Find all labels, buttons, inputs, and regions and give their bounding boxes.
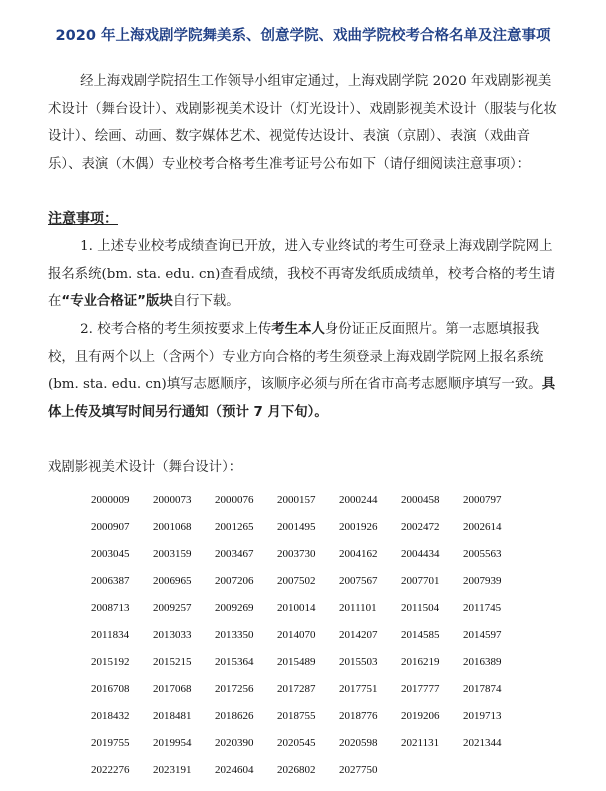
admission-id: 2017256 <box>215 683 254 695</box>
note-2-middle: 身份证正反面照片。第一志愿填报我校，且有两个以上（含两个）专业方向合格的考生须登录上海戏剧学院网上报名系统(bm. sta. edu. cn)填写志愿顺序，该顺序必须与所在省市高考志愿顺序填写一致。 <box>48 322 544 392</box>
admission-id: 2017874 <box>463 683 502 695</box>
admission-id: 2000244 <box>339 494 378 506</box>
section-title-stage-design: 戏剧影视美术设计（舞台设计）： <box>48 460 243 475</box>
note-2-text: 2. 校考合格的考生须按要求上传 <box>80 322 272 337</box>
admission-id: 2004434 <box>401 548 440 560</box>
admission-id: 2017751 <box>339 683 378 695</box>
admission-id: 2015489 <box>277 656 316 668</box>
admission-id: 2016389 <box>463 656 502 668</box>
admission-id: 2018776 <box>339 710 378 722</box>
admission-id: 2011834 <box>91 629 130 641</box>
admission-id: 2011745 <box>463 602 502 614</box>
admission-id: 2011504 <box>401 602 440 614</box>
admission-id: 2017068 <box>153 683 192 695</box>
admission-id: 2007701 <box>401 575 440 587</box>
admission-id: 2015215 <box>153 656 192 668</box>
admission-id: 2013350 <box>215 629 254 641</box>
admission-id: 2019206 <box>401 710 440 722</box>
admission-id: 2021344 <box>463 737 502 749</box>
admission-id: 2021131 <box>401 737 440 749</box>
admission-id-list <box>91 494 525 791</box>
admission-id: 2015364 <box>215 656 254 668</box>
admission-id: 2026802 <box>277 764 316 776</box>
admission-id: 2022276 <box>91 764 130 776</box>
admission-id: 2000907 <box>91 521 130 533</box>
note-2-bold-time: 具体上传及填写时间另行通知（预计 7 月下旬）。 <box>48 377 556 420</box>
admission-id: 2003045 <box>91 548 130 560</box>
admission-id: 2000157 <box>277 494 316 506</box>
admission-id: 2000009 <box>91 494 130 506</box>
admission-id: 2001926 <box>339 521 378 533</box>
note-2 <box>48 316 562 426</box>
admission-id: 2019713 <box>463 710 502 722</box>
admission-id: 2013033 <box>153 629 192 641</box>
admission-id: 2017777 <box>401 683 440 695</box>
admission-id: 2007502 <box>277 575 316 587</box>
admission-id: 2000073 <box>153 494 192 506</box>
note-1-text: 1. 上述专业校考成绩查询已开放，进入专业终试的考生可登录上海戏剧学院网上报名系统(bm. sta. edu. cn)查看成绩，我校不再寄发纸质成绩单，校考合格的考生请在 <box>48 239 556 309</box>
admission-id: 2004162 <box>339 548 378 560</box>
admission-id: 2010014 <box>277 602 316 614</box>
admission-id: 2006965 <box>153 575 192 587</box>
admission-id: 2001068 <box>153 521 192 533</box>
admission-id: 2018755 <box>277 710 316 722</box>
admission-id: 2014070 <box>277 629 316 641</box>
admission-id: 2001265 <box>215 521 254 533</box>
admission-id: 2007567 <box>339 575 378 587</box>
admission-id: 2020598 <box>339 737 378 749</box>
admission-id: 2018481 <box>153 710 192 722</box>
admission-id: 2006387 <box>91 575 130 587</box>
admission-id: 2014207 <box>339 629 378 641</box>
admission-id: 2002614 <box>463 521 502 533</box>
admission-id: 2000797 <box>463 494 502 506</box>
admission-id: 2009257 <box>153 602 192 614</box>
admission-id: 2001495 <box>277 521 316 533</box>
admission-id: 2007206 <box>215 575 254 587</box>
admission-id: 2023191 <box>153 764 192 776</box>
admission-id: 2003730 <box>277 548 316 560</box>
admission-id: 2016219 <box>401 656 440 668</box>
admission-id: 2015503 <box>339 656 378 668</box>
admission-id: 2019755 <box>91 737 130 749</box>
admission-id: 2015192 <box>91 656 130 668</box>
admission-id: 2011101 <box>339 602 377 614</box>
admission-id: 2017287 <box>277 683 316 695</box>
admission-id: 2003467 <box>215 548 254 560</box>
admission-id: 2007939 <box>463 575 502 587</box>
admission-id: 2020390 <box>215 737 254 749</box>
note-1-bold: “专业合格证”版块 <box>61 294 173 309</box>
note-1 <box>48 233 562 316</box>
admission-id: 2024604 <box>215 764 254 776</box>
admission-id: 2000458 <box>401 494 440 506</box>
admission-id: 2020545 <box>277 737 316 749</box>
admission-id: 2019954 <box>153 737 192 749</box>
admission-id: 2008713 <box>91 602 130 614</box>
admission-id: 2018432 <box>91 710 130 722</box>
admission-id: 2014585 <box>401 629 440 641</box>
page-title: 2020 年上海戏剧学院舞美系、创意学院、戏曲学院校考合格名单及注意事项 <box>55 28 551 44</box>
admission-id: 2016708 <box>91 683 130 695</box>
admission-id: 2002472 <box>401 521 440 533</box>
notice-heading: 注意事项： <box>48 211 118 227</box>
admission-id: 2027750 <box>339 764 378 776</box>
intro-paragraph: 经上海戏剧学院招生工作领导小组审定通过，上海戏剧学院 2020 年戏剧影视美术设计（舞台设计）、戏剧影视美术设计（灯光设计）、戏剧影视美术设计（服装与化妆设计）、绘画、动画、数字媒体艺术、视觉传达设计、表演（京剧）、表演（戏曲音乐）、表演（木偶）专业校考合格考生准考证号公布如下（请仔细阅读注意事项）： <box>48 74 557 172</box>
admission-id: 2018626 <box>215 710 254 722</box>
admission-id: 2009269 <box>215 602 254 614</box>
admission-id: 2000076 <box>215 494 254 506</box>
note-2-bold-self: 考生本人 <box>271 322 325 337</box>
admission-id: 2005563 <box>463 548 502 560</box>
admission-id: 2003159 <box>153 548 192 560</box>
note-1-tail: 自行下载。 <box>172 294 240 309</box>
admission-id: 2014597 <box>463 629 502 641</box>
